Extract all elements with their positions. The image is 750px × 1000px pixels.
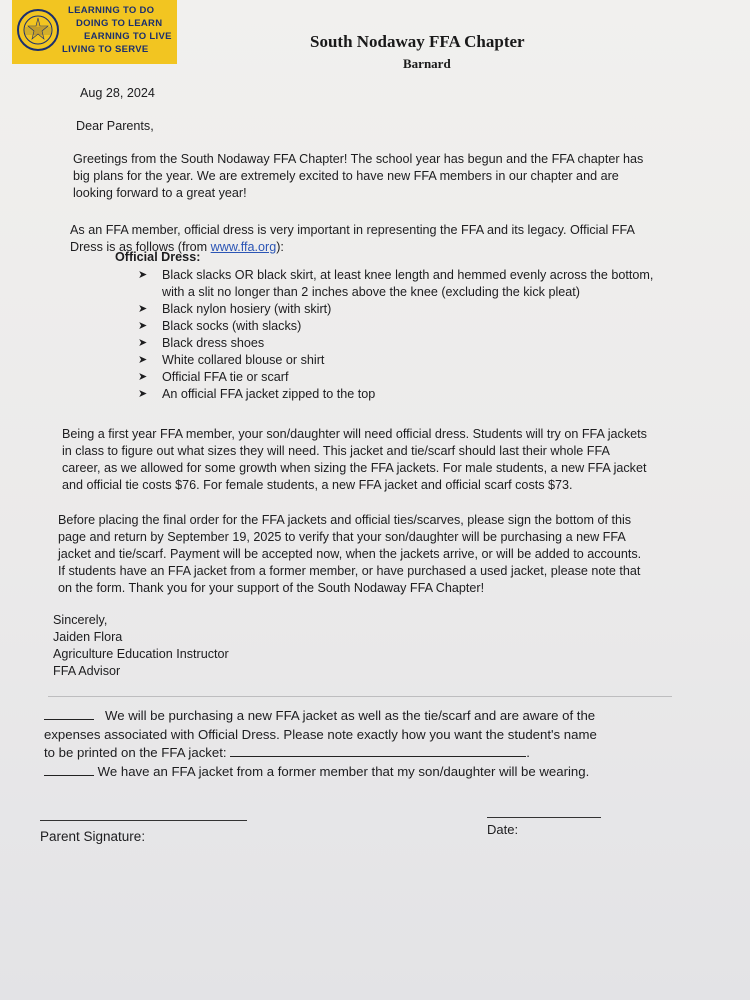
text-line: and official tie costs $76. For female students, a new FFA jacket and official scarf costs $73. bbox=[62, 478, 573, 492]
list-item-text: Black slacks OR black skirt, at least knee length and hemmed evenly across the bottom, bbox=[162, 268, 654, 282]
official-dress-heading: Official Dress: bbox=[115, 250, 201, 264]
text-fragment: ): bbox=[276, 240, 284, 254]
form-line bbox=[44, 763, 597, 782]
arrow-bullet-icon: ➤ bbox=[138, 354, 148, 366]
text-line: in class to figure out what sizes they will need. This jacket and tie/scarf should last their whole FFA bbox=[62, 444, 610, 458]
text-line: Greetings from the South Nodaway FFA Chapter! The school year has begun and the FFA chapter has bbox=[73, 152, 644, 166]
text-fragment: Dress is as follows (from bbox=[70, 240, 211, 254]
former-jacket-check-blank[interactable] bbox=[44, 765, 94, 776]
date-line[interactable] bbox=[487, 817, 601, 818]
text-line: page and return by September 19, 2025 to verify that your son/daughter will be purchasing a new FFA bbox=[58, 530, 626, 544]
arrow-bullet-icon: ➤ bbox=[138, 320, 148, 332]
arrow-bullet-icon: ➤ bbox=[138, 388, 148, 400]
list-item-text: Black socks (with slacks) bbox=[162, 319, 302, 333]
list-item bbox=[138, 318, 653, 335]
new-jacket-check-blank[interactable] bbox=[44, 709, 94, 720]
motto-line: EARNING TO LIVE bbox=[84, 31, 172, 42]
text-line: jacket and tie/scarf. Payment will be accepted now, when the jackets arrive, or will be added to accounts. bbox=[58, 547, 642, 561]
signer-role: FFA Advisor bbox=[53, 664, 121, 678]
form-line: to be printed on the FFA jacket: . bbox=[44, 745, 530, 760]
list-item bbox=[138, 352, 653, 369]
arrow-bullet-icon: ➤ bbox=[138, 337, 148, 349]
paragraph-ordering bbox=[58, 512, 641, 597]
list-item bbox=[138, 267, 653, 301]
date-label: Date: bbox=[487, 822, 519, 837]
salutation: Dear Parents, bbox=[76, 119, 154, 133]
form-line: expenses associated with Official Dress. Please note exactly how you want the student's name bbox=[44, 726, 597, 742]
letter-date: Aug 28, 2024 bbox=[80, 86, 155, 100]
chapter-title: South Nodaway FFA Chapter bbox=[310, 32, 525, 51]
text-line: career, as we allowed for some growth when sizing the FFA jackets. For male students, a new FFA jacket bbox=[62, 461, 647, 475]
list-item-text: Black dress shoes bbox=[162, 336, 265, 350]
arrow-bullet-icon: ➤ bbox=[138, 269, 148, 281]
list-item bbox=[138, 369, 653, 386]
list-item bbox=[138, 301, 653, 318]
paragraph-greeting bbox=[73, 151, 643, 202]
closing-text: Sincerely, bbox=[53, 613, 108, 627]
official-dress-list bbox=[138, 267, 653, 403]
signer-title: Agriculture Education Instructor bbox=[53, 647, 229, 661]
parent-signature-line[interactable] bbox=[40, 820, 247, 821]
list-item bbox=[138, 386, 653, 403]
motto-line: DOING TO LEARN bbox=[76, 18, 163, 29]
parent-signature-label: Parent Signature: bbox=[40, 829, 146, 844]
letter-closing bbox=[53, 612, 229, 680]
text-line: If students have an FFA jacket from a former member, or have purchased a used jacket, please note that bbox=[58, 564, 641, 578]
arrow-bullet-icon: ➤ bbox=[138, 371, 148, 383]
chapter-location: Barnard bbox=[403, 56, 451, 71]
signer-name: Jaiden Flora bbox=[53, 630, 123, 644]
motto-line: LIVING TO SERVE bbox=[62, 44, 149, 55]
paragraph-first-year bbox=[62, 426, 647, 494]
text-line: big plans for the year. We are extremely excited to have new FFA members in our chapter and are bbox=[73, 169, 619, 183]
motto-line: LEARNING TO DO bbox=[68, 5, 155, 16]
ffa-emblem-icon bbox=[16, 6, 60, 54]
option-former-jacket-text: We have an FFA jacket from a former member that my son/daughter will be wearing. bbox=[97, 763, 590, 779]
text-line: on the form. Thank you for your support of the South Nodaway FFA Chapter! bbox=[58, 581, 485, 595]
text-line: Before placing the final order for the FFA jackets and official ties/scarves, please sign the bottom of this bbox=[58, 513, 632, 527]
section-divider bbox=[48, 696, 672, 697]
response-form bbox=[44, 707, 597, 781]
list-item-text: Official FFA tie or scarf bbox=[162, 370, 289, 384]
ffa-website-link[interactable]: www.ffa.org bbox=[210, 240, 277, 254]
list-item bbox=[138, 335, 653, 352]
list-item-text: White collared blouse or shirt bbox=[162, 353, 325, 367]
text-line: As an FFA member, official dress is very important in representing the FFA and its legacy. Official FFA bbox=[70, 223, 635, 237]
name-print-blank[interactable] bbox=[230, 746, 526, 757]
list-item-text: Black nylon hosiery (with skirt) bbox=[162, 302, 332, 316]
ffa-motto-banner bbox=[12, 0, 177, 64]
option-new-jacket-text: We will be purchasing a new FFA jacket as well as the tie/scarf and are aware of the bbox=[105, 708, 596, 723]
list-item-text: with a slit no longer than 2 inches above the knee (excluding the kick pleat) bbox=[162, 285, 580, 299]
text-line: Being a first year FFA member, your son/daughter will need official dress. Students will try on FFA jackets bbox=[62, 427, 647, 441]
arrow-bullet-icon: ➤ bbox=[138, 303, 148, 315]
text-line: looking forward to a great year! bbox=[73, 186, 247, 200]
name-print-label: to be printed on the FFA jacket: bbox=[44, 745, 227, 760]
form-line bbox=[44, 707, 597, 726]
list-item-text: An official FFA jacket zipped to the top bbox=[162, 387, 376, 401]
